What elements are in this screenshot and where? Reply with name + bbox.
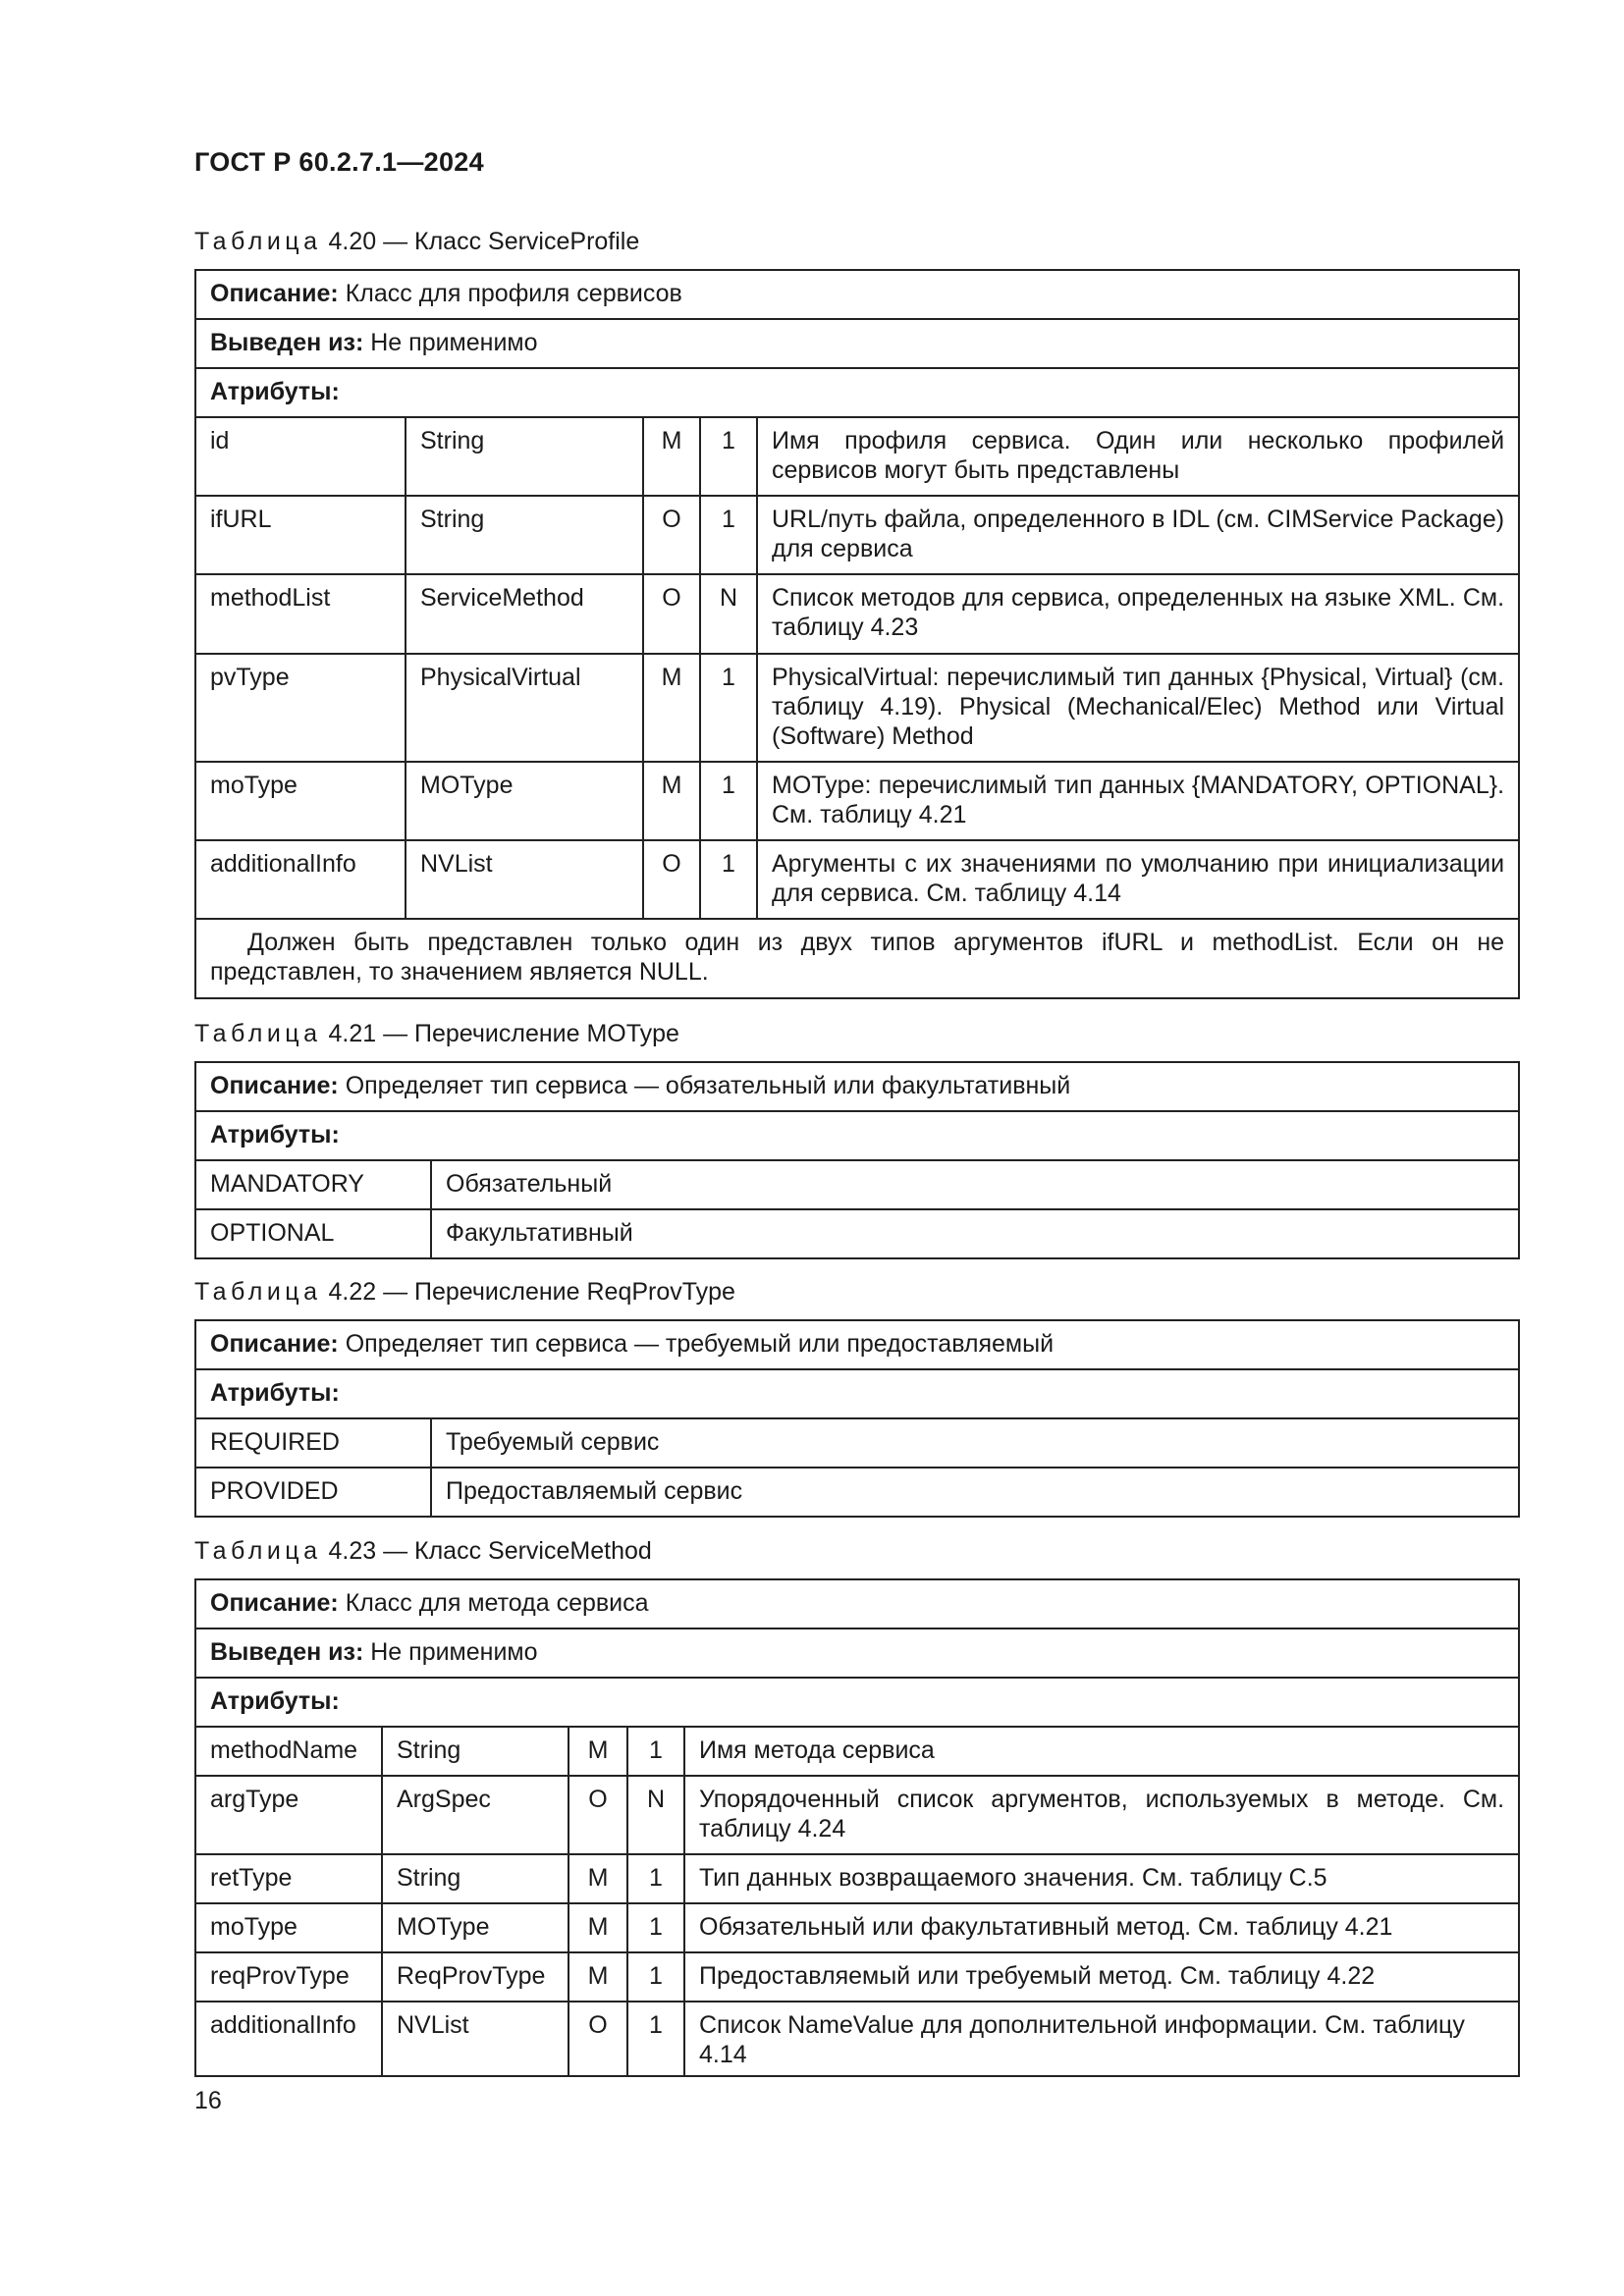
table-row [195,1776,1519,1854]
attr-type: String [406,417,643,496]
attr-type: PhysicalVirtual [406,654,643,762]
enum-description: Предоставляемый сервис [431,1468,1519,1517]
caption-prefix: Таблица [194,1537,322,1565]
caption-prefix: Таблица [194,1278,322,1306]
table-4-22 [194,1319,1520,1518]
attributes-label: Атрибуты: [210,1687,340,1715]
enum-name: OPTIONAL [195,1209,431,1258]
attr-name: argType [195,1776,382,1854]
attr-name: moType [195,762,406,840]
attr-requirement: M [568,1854,627,1903]
attr-requirement: O [643,496,700,574]
attributes-row [195,1369,1519,1418]
enum-description: Факультативный [431,1209,1519,1258]
attr-multiplicity: N [627,1776,684,1854]
derived-value: Не применимо [370,1638,538,1666]
attributes-row [195,368,1519,417]
table-note: Должен быть представлен только один из двух типов аргументов ifURL и methodList. Если он не представлен, то значением является NULL. [195,919,1519,998]
attr-type: ArgSpec [382,1776,568,1854]
caption-text: 4.20 — Класс ServiceProfile [328,228,640,255]
description-label: Описание: [210,1589,339,1617]
attr-multiplicity: 1 [700,762,757,840]
description-cell [195,1320,1519,1369]
table-row [195,1727,1519,1776]
description-label: Описание: [210,280,339,307]
page-number: 16 [194,2087,222,2114]
attr-name: pvType [195,654,406,762]
derived-row [195,319,1519,368]
attributes-label: Атрибуты: [210,378,340,405]
attr-multiplicity: 1 [700,840,757,919]
attr-description: Упорядоченный список аргументов, используемых в методе. См. таблицу 4.24 [684,1776,1519,1854]
table-4-23 [194,1578,1520,2077]
table-4-21-caption [194,1020,679,1048]
description-value: Определяет тип сервиса — требуемый или предоставляемый [345,1330,1055,1358]
attr-requirement: M [643,417,700,496]
table-row [195,417,1519,496]
attr-type: MOType [382,1903,568,1952]
attr-type: NVList [382,2002,568,2076]
attr-name: retType [195,1854,382,1903]
derived-value: Не применимо [370,329,538,356]
attr-type: ReqProvType [382,1952,568,2002]
attr-requirement: O [568,2002,627,2076]
table-row [195,574,1519,654]
description-value: Класс для метода сервиса [345,1589,649,1617]
derived-label: Выведен из: [210,1638,364,1666]
table-row [195,1418,1519,1468]
attr-type: String [406,496,643,574]
table-row [195,1952,1519,2002]
description-row [195,1579,1519,1629]
description-row [195,270,1519,319]
attr-requirement: M [568,1727,627,1776]
attr-requirement: O [643,574,700,654]
enum-name: MANDATORY [195,1160,431,1209]
table-4-21 [194,1061,1520,1259]
attr-type: String [382,1727,568,1776]
attr-type: String [382,1854,568,1903]
attr-description: Список NameValue для дополнительной информации. См. таблицу 4.14 [684,2002,1519,2076]
caption-text: 4.23 — Класс ServiceMethod [328,1537,652,1565]
attr-type: NVList [406,840,643,919]
enum-description: Обязательный [431,1160,1519,1209]
caption-prefix: Таблица [194,1020,322,1047]
attr-multiplicity: 1 [627,1903,684,1952]
table-row [195,1209,1519,1258]
attr-description: Аргументы с их значениями по умолчанию при инициализации для сервиса. См. таблицу 4.14 [757,840,1519,919]
description-cell [195,1062,1519,1111]
attr-requirement: M [568,1903,627,1952]
attr-description: MOType: перечислимый тип данных {MANDATORY, OPTIONAL}. См. таблицу 4.21 [757,762,1519,840]
attributes-label: Атрибуты: [210,1379,340,1407]
attr-requirement: M [643,762,700,840]
table-row [195,762,1519,840]
enum-description: Требуемый сервис [431,1418,1519,1468]
attr-type: MOType [406,762,643,840]
document-header: ГОСТ Р 60.2.7.1—2024 [194,147,484,177]
attr-name: reqProvType [195,1952,382,2002]
attr-name: methodName [195,1727,382,1776]
attr-name: additionalInfo [195,840,406,919]
attr-multiplicity: N [700,574,757,654]
description-label: Описание: [210,1072,339,1099]
table-row [195,840,1519,919]
attr-name: id [195,417,406,496]
attr-description: Имя метода сервиса [684,1727,1519,1776]
derived-cell [195,1629,1519,1678]
attr-requirement: O [643,840,700,919]
attr-type: ServiceMethod [406,574,643,654]
attr-multiplicity: 1 [627,1952,684,2002]
attr-requirement: M [643,654,700,762]
attr-description: Тип данных возвращаемого значения. См. таблицу C.5 [684,1854,1519,1903]
note-row [195,919,1519,998]
attr-requirement: O [568,1776,627,1854]
attr-multiplicity: 1 [627,2002,684,2076]
attr-name: moType [195,1903,382,1952]
attributes-cell [195,368,1519,417]
caption-text: 4.22 — Перечисление ReqProvType [328,1278,735,1306]
attr-multiplicity: 1 [627,1727,684,1776]
attr-description: URL/путь файла, определенного в IDL (см. CIMService Package) для сервиса [757,496,1519,574]
attr-description: Обязательный или факультативный метод. См. таблицу 4.21 [684,1903,1519,1952]
attr-requirement: M [568,1952,627,2002]
derived-row [195,1629,1519,1678]
attributes-cell [195,1369,1519,1418]
description-value: Определяет тип сервиса — обязательный или факультативный [345,1072,1071,1099]
attr-description: Имя профиля сервиса. Один или несколько профилей сервисов могут быть представлены [757,417,1519,496]
caption-prefix: Таблица [194,228,322,255]
attr-multiplicity: 1 [700,496,757,574]
table-row [195,1468,1519,1517]
table-row [195,654,1519,762]
attributes-label: Атрибуты: [210,1121,340,1148]
attr-multiplicity: 1 [627,1854,684,1903]
description-cell [195,1579,1519,1629]
description-label: Описание: [210,1330,339,1358]
attr-name: additionalInfo [195,2002,382,2076]
enum-name: REQUIRED [195,1418,431,1468]
attr-description: Список методов для сервиса, определенных на языке XML. См. таблицу 4.23 [757,574,1519,654]
table-row [195,1903,1519,1952]
description-row [195,1320,1519,1369]
attributes-row [195,1111,1519,1160]
derived-cell [195,319,1519,368]
attributes-row [195,1678,1519,1727]
attr-description: PhysicalVirtual: перечислимый тип данных {Physical, Virtual} (см. таблицу 4.19). Physical (Mechanical/Elec) Method или Virtual (Software) Method [757,654,1519,762]
table-row [195,496,1519,574]
attr-name: ifURL [195,496,406,574]
description-row [195,1062,1519,1111]
table-row [195,2002,1519,2076]
attr-name: methodList [195,574,406,654]
description-cell [195,270,1519,319]
attributes-cell [195,1111,1519,1160]
attributes-cell [195,1678,1519,1727]
table-4-20 [194,269,1520,999]
description-value: Класс для профиля сервисов [345,280,682,307]
enum-name: PROVIDED [195,1468,431,1517]
derived-label: Выведен из: [210,329,364,356]
attr-description: Предоставляемый или требуемый метод. См. таблицу 4.22 [684,1952,1519,2002]
attr-multiplicity: 1 [700,417,757,496]
table-row [195,1160,1519,1209]
table-4-22-caption [194,1278,735,1307]
caption-text: 4.21 — Перечисление MOType [328,1020,679,1047]
table-4-20-caption [194,228,639,256]
table-row [195,1854,1519,1903]
table-4-23-caption [194,1537,652,1566]
attr-multiplicity: 1 [700,654,757,762]
